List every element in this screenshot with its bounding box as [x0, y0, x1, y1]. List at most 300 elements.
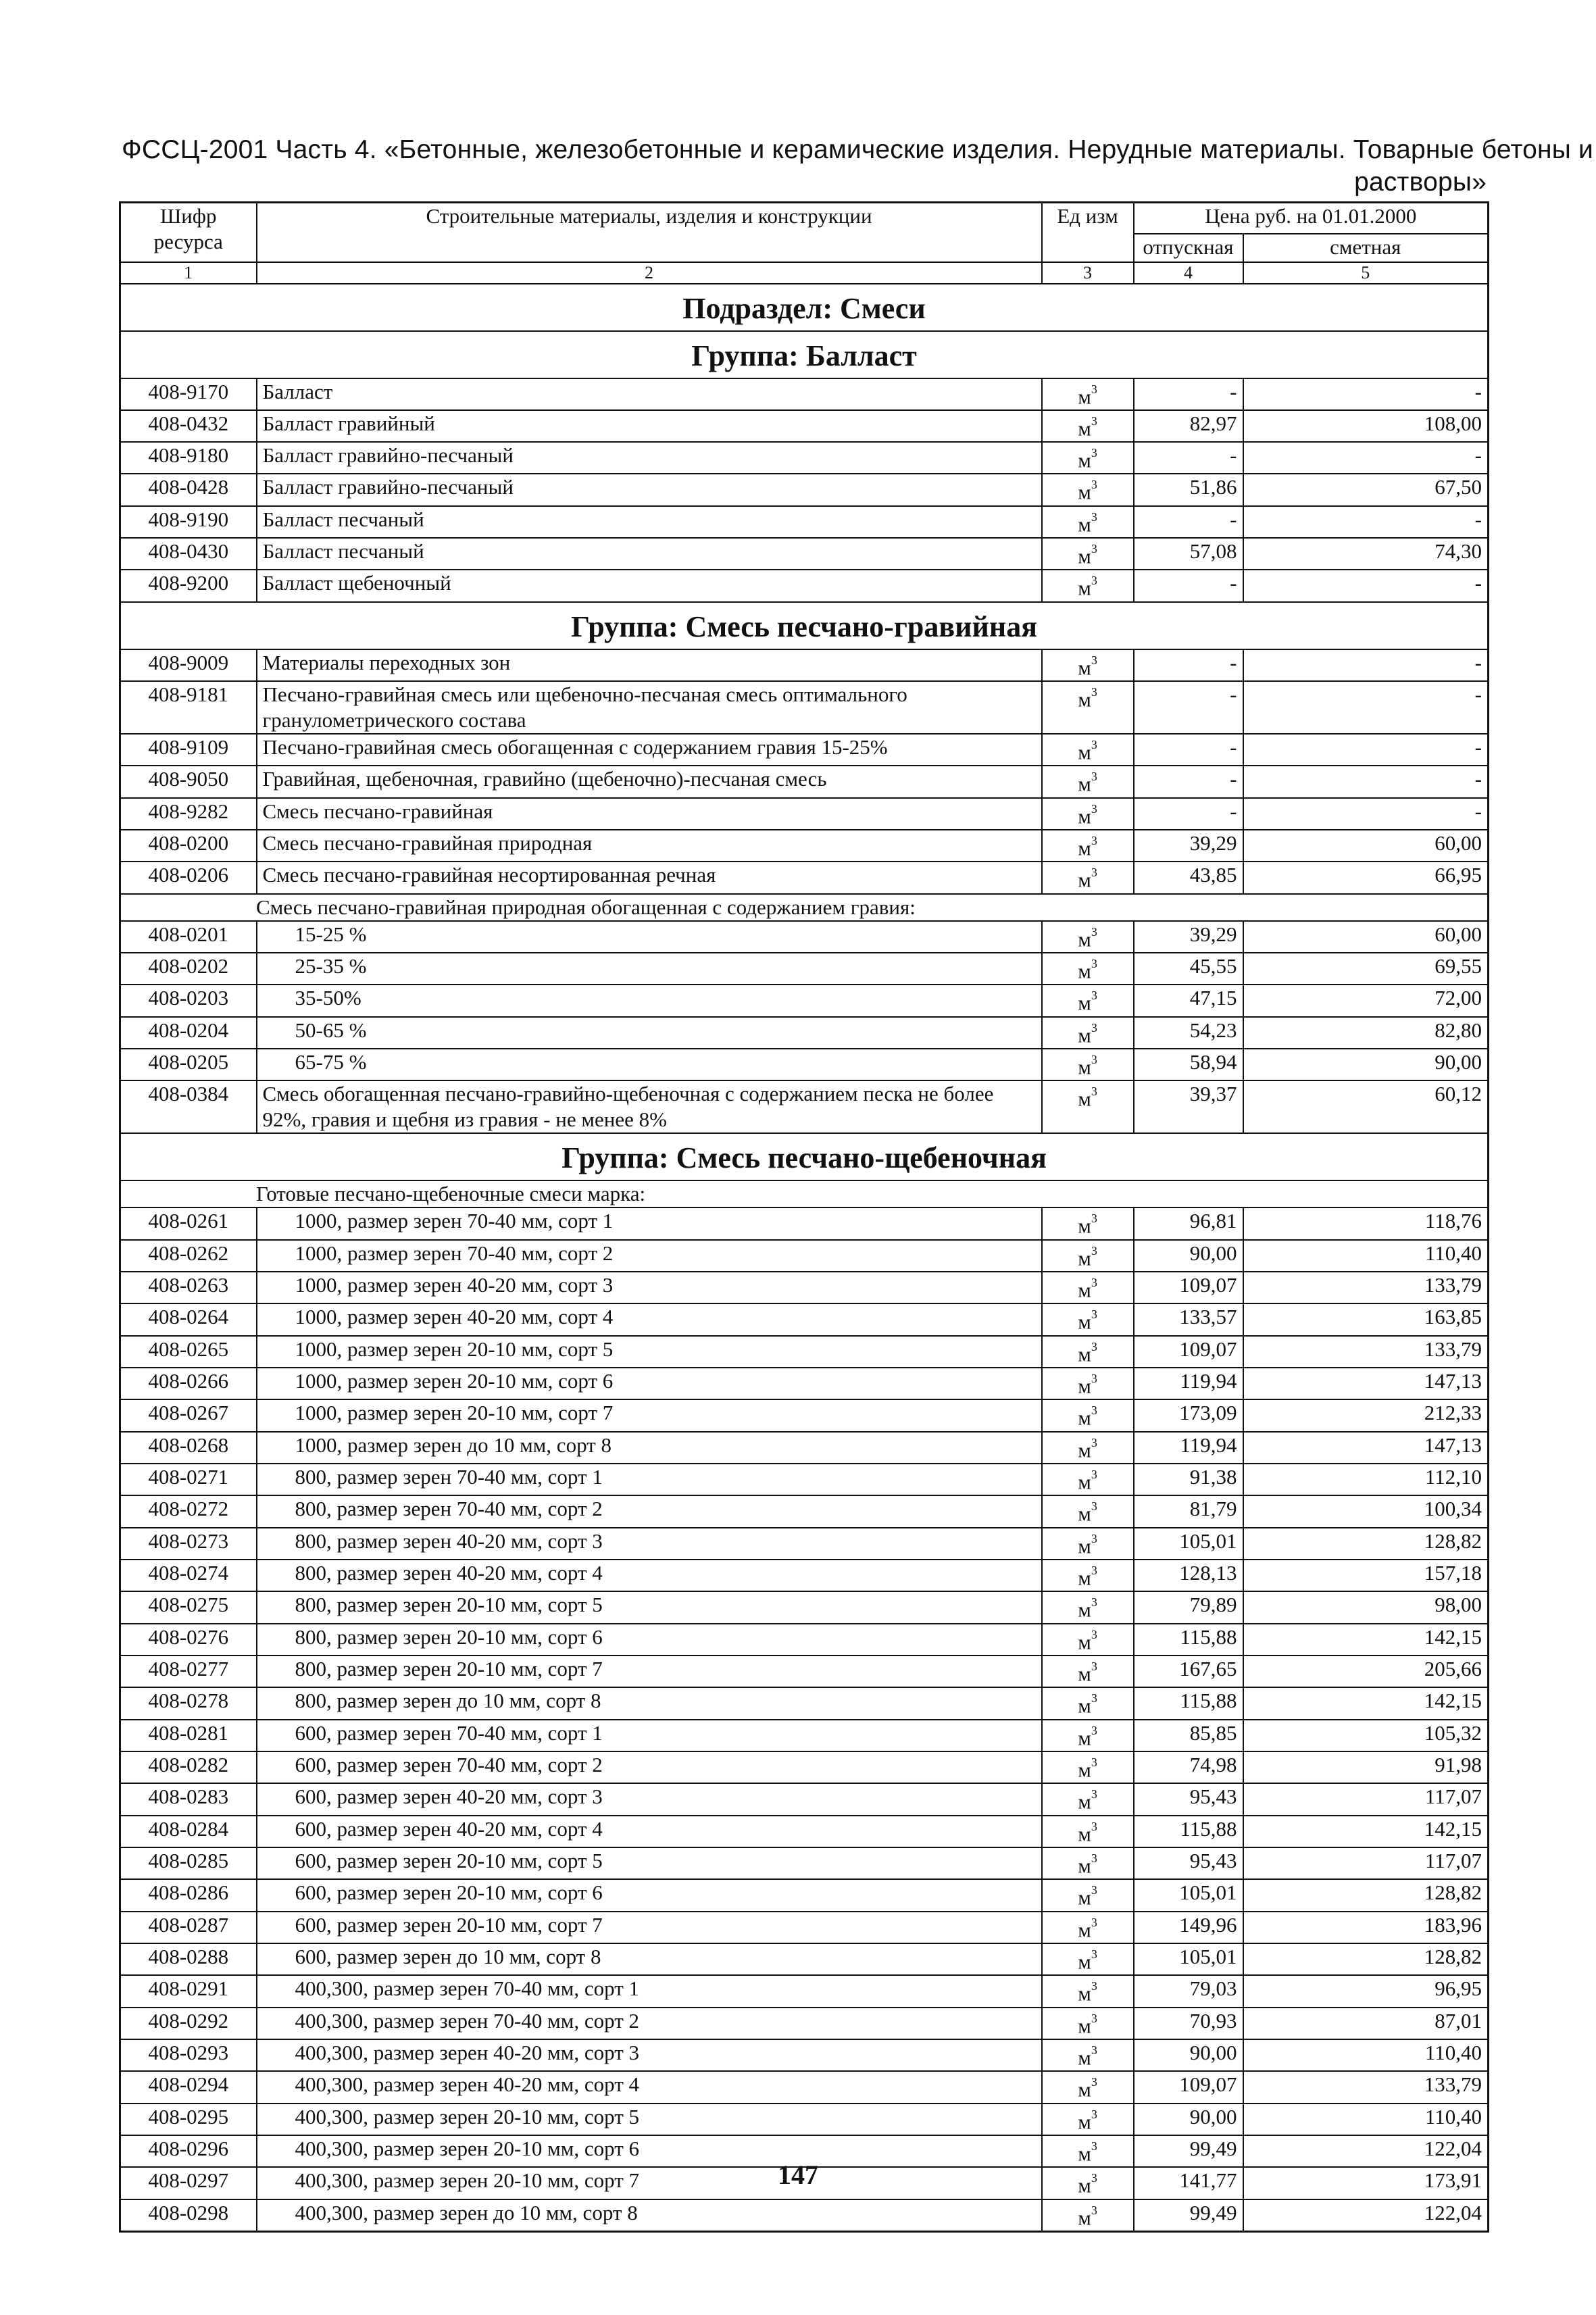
unit-base: м [1078, 1597, 1091, 1622]
unit-cell [1042, 953, 1134, 985]
unit-exponent: 3 [1091, 382, 1097, 396]
unit-exponent: 3 [1091, 1339, 1097, 1353]
unit-cell [1042, 766, 1134, 797]
resource-code: 408-0271 [120, 1464, 257, 1495]
table-row [120, 1656, 1489, 1687]
price-release: 47,15 [1134, 985, 1243, 1016]
price-estimate: 205,66 [1243, 1656, 1489, 1687]
price-estimate: 147,13 [1243, 1432, 1489, 1464]
material-name: 1000, размер зерен 40-20 мм, сорт 3 [257, 1272, 1042, 1303]
price-estimate: 91,98 [1243, 1751, 1489, 1783]
table-body [120, 284, 1489, 2232]
price-release: 51,86 [1134, 474, 1243, 505]
resource-code: 408-0286 [120, 1879, 257, 1911]
resource-code: 408-9109 [120, 734, 257, 766]
subgroup-caption: Готовые песчано-щебеночные смеси марка: [120, 1180, 1489, 1208]
table-row [120, 1975, 1489, 2007]
resource-code: 408-0206 [120, 862, 257, 893]
price-estimate: 133,79 [1243, 1272, 1489, 1303]
column-number: 3 [1042, 262, 1134, 284]
material-name: 800, размер зерен 20-10 мм, сорт 5 [257, 1591, 1042, 1623]
table-row [120, 766, 1489, 797]
group-heading-row [120, 331, 1489, 378]
unit-exponent: 3 [1091, 1499, 1097, 1514]
price-release: 57,08 [1134, 538, 1243, 570]
price-estimate: - [1243, 766, 1489, 797]
unit-base: м [1078, 2109, 1091, 2133]
unit-cell [1042, 1528, 1134, 1560]
unit-cell [1042, 1879, 1134, 1911]
resource-code: 408-9009 [120, 649, 257, 681]
table-row [120, 953, 1489, 985]
price-release: - [1134, 734, 1243, 766]
material-name: 400,300, размер зерен 40-20 мм, сорт 3 [257, 2039, 1042, 2071]
column-numbers-row [120, 262, 1489, 284]
unit-exponent: 3 [1091, 801, 1097, 816]
unit-cell [1042, 1399, 1134, 1431]
unit-cell [1042, 1624, 1134, 1656]
material-name: Балласт гравийно-песчаный [257, 474, 1042, 505]
table-row [120, 2039, 1489, 2071]
resource-code: 408-0277 [120, 1656, 257, 1687]
table-row [120, 2071, 1489, 2103]
material-name: 400,300, размер зерен 70-40 мм, сорт 2 [257, 2008, 1042, 2039]
table-row [120, 798, 1489, 830]
material-name: 800, размер зерен 20-10 мм, сорт 7 [257, 1656, 1042, 1687]
unit-exponent: 3 [1091, 1915, 1097, 1929]
resource-code: 408-0272 [120, 1495, 257, 1527]
price-release: 133,57 [1134, 1303, 1243, 1335]
table-row [120, 1368, 1489, 1399]
material-name: Смесь песчано-гравийная несортированная речная [257, 862, 1042, 893]
table-row [120, 1080, 1489, 1133]
resource-code: 408-0201 [120, 921, 257, 953]
resource-code: 408-0384 [120, 1080, 257, 1133]
material-name: 1000, размер зерен до 10 мм, сорт 8 [257, 1432, 1042, 1464]
price-estimate: - [1243, 734, 1489, 766]
unit-base: м [1078, 1662, 1091, 1686]
table-row [120, 1303, 1489, 1335]
material-name: 600, размер зерен 40-20 мм, сорт 3 [257, 1783, 1042, 1815]
unit-base: м [1078, 772, 1091, 796]
price-estimate: 128,82 [1243, 1528, 1489, 1560]
unit-cell [1042, 1017, 1134, 1049]
price-estimate: 142,15 [1243, 1624, 1489, 1656]
material-name: 35-50% [257, 985, 1042, 1016]
unit-exponent: 3 [1091, 478, 1097, 492]
unit-exponent: 3 [1091, 1243, 1097, 1258]
unit-cell [1042, 1816, 1134, 1847]
price-release: 90,00 [1134, 2039, 1243, 2071]
unit-cell [1042, 1783, 1134, 1815]
unit-exponent: 3 [1091, 509, 1097, 524]
unit-base: м [1078, 1246, 1091, 1270]
resource-code: 408-0297 [120, 2167, 257, 2199]
price-release: 81,79 [1134, 1495, 1243, 1527]
unit-cell [1042, 1943, 1134, 1975]
price-estimate: 72,00 [1243, 985, 1489, 1016]
price-release: 109,07 [1134, 2071, 1243, 2103]
unit-cell [1042, 1560, 1134, 1591]
unit-cell [1042, 1240, 1134, 1272]
header-name: Строительные материалы, изделия и конструкции [257, 203, 1042, 262]
unit-exponent: 3 [1091, 2171, 1097, 2185]
price-estimate: 133,79 [1243, 1336, 1489, 1368]
table-row [120, 474, 1489, 505]
resource-code: 408-0268 [120, 1432, 257, 1464]
unit-exponent: 3 [1091, 2043, 1097, 2057]
price-estimate: - [1243, 378, 1489, 410]
material-name: Балласт песчаный [257, 506, 1042, 538]
resource-code: 408-0428 [120, 474, 257, 505]
table-row [120, 1720, 1489, 1751]
unit-cell [1042, 1303, 1134, 1335]
unit-exponent: 3 [1091, 834, 1097, 848]
unit-base: м [1078, 480, 1091, 504]
material-name: 400,300, размер зерен 40-20 мм, сорт 4 [257, 2071, 1042, 2103]
unit-base: м [1078, 991, 1091, 1015]
price-estimate: 173,91 [1243, 2167, 1489, 2199]
resource-code: 408-0205 [120, 1049, 257, 1080]
unit-exponent: 3 [1091, 957, 1097, 971]
resource-code: 408-0293 [120, 2039, 257, 2071]
price-release: - [1134, 681, 1243, 734]
unit-base: м [1078, 544, 1091, 568]
unit-base: м [1078, 1023, 1091, 1047]
header-price-group: Цена руб. на 01.01.2000 [1134, 203, 1489, 234]
material-name: Песчано-гравийная смесь обогащенная с содержанием гравия 15-25% [257, 734, 1042, 766]
price-release: 95,43 [1134, 1783, 1243, 1815]
resource-code: 408-0296 [120, 2135, 257, 2167]
material-name: 1000, размер зерен 70-40 мм, сорт 2 [257, 1240, 1042, 1272]
resource-code: 408-0264 [120, 1303, 257, 1335]
price-estimate: 128,82 [1243, 1943, 1489, 1975]
price-estimate: 60,00 [1243, 830, 1489, 862]
price-estimate: 118,76 [1243, 1208, 1489, 1239]
material-name: 400,300, размер зерен 20-10 мм, сорт 5 [257, 2104, 1042, 2135]
unit-cell [1042, 1847, 1134, 1879]
price-release: 105,01 [1134, 1528, 1243, 1560]
material-name: 65-75 % [257, 1049, 1042, 1080]
resource-code: 408-0274 [120, 1560, 257, 1591]
unit-base: м [1078, 836, 1091, 860]
price-estimate: 110,40 [1243, 1240, 1489, 1272]
price-release: 99,49 [1134, 2199, 1243, 2232]
price-release: 99,49 [1134, 2135, 1243, 2167]
unit-exponent: 3 [1091, 989, 1097, 1003]
price-release: - [1134, 649, 1243, 681]
material-name: 800, размер зерен 40-20 мм, сорт 4 [257, 1560, 1042, 1591]
subgroup-caption: Смесь песчано-гравийная природная обогащенная с содержанием гравия: [120, 894, 1489, 921]
unit-exponent: 3 [1091, 1660, 1097, 1673]
unit-base: м [1078, 655, 1091, 680]
price-estimate: 117,07 [1243, 1847, 1489, 1879]
material-name: 600, размер зерен до 10 мм, сорт 8 [257, 1943, 1042, 1975]
price-estimate: 74,30 [1243, 538, 1489, 570]
table-row [120, 985, 1489, 1016]
unit-exponent: 3 [1091, 1276, 1097, 1290]
price-estimate: 112,10 [1243, 1464, 1489, 1495]
unit-cell [1042, 1272, 1134, 1303]
resource-code: 408-9181 [120, 681, 257, 734]
resource-code: 408-0200 [120, 830, 257, 862]
resource-code: 408-0278 [120, 1687, 257, 1719]
table-row [120, 1049, 1489, 1080]
resource-code: 408-0288 [120, 1943, 257, 1975]
group-heading: Подраздел: Смеси [120, 284, 1489, 331]
material-name: Балласт щебеночный [257, 570, 1042, 601]
price-estimate: 128,82 [1243, 1879, 1489, 1911]
table-row [120, 1783, 1489, 1815]
resource-code: 408-0284 [120, 1816, 257, 1847]
unit-cell [1042, 442, 1134, 474]
unit-base: м [1078, 1534, 1091, 1558]
price-release: 115,88 [1134, 1687, 1243, 1719]
unit-cell [1042, 2008, 1134, 2039]
price-estimate: 105,32 [1243, 1720, 1489, 1751]
price-estimate: - [1243, 506, 1489, 538]
unit-exponent: 3 [1091, 1020, 1097, 1035]
material-name: 1000, размер зерен 20-10 мм, сорт 6 [257, 1368, 1042, 1399]
price-release: 79,89 [1134, 1591, 1243, 1623]
material-name: 400,300, размер зерен 70-40 мм, сорт 1 [257, 1975, 1042, 2007]
unit-base: м [1078, 1693, 1091, 1718]
unit-base: м [1078, 868, 1091, 892]
unit-cell [1042, 1656, 1134, 1687]
unit-base: м [1078, 1566, 1091, 1590]
unit-base: м [1078, 1501, 1091, 1526]
price-release: 74,98 [1134, 1751, 1243, 1783]
table-row [120, 442, 1489, 474]
material-name: 800, размер зерен 40-20 мм, сорт 3 [257, 1528, 1042, 1560]
table-row [120, 1528, 1489, 1560]
price-release: 54,23 [1134, 1017, 1243, 1049]
price-estimate: 96,95 [1243, 1975, 1489, 2007]
unit-base: м [1078, 1949, 1091, 1974]
unit-cell [1042, 921, 1134, 953]
table-row [120, 1399, 1489, 1431]
price-release: - [1134, 506, 1243, 538]
resource-code: 408-9190 [120, 506, 257, 538]
price-release: 167,65 [1134, 1656, 1243, 1687]
unit-exponent: 3 [1091, 1979, 1097, 1993]
resource-code: 408-9170 [120, 378, 257, 410]
price-release: 79,03 [1134, 1975, 1243, 2007]
unit-cell [1042, 734, 1134, 766]
price-estimate: - [1243, 649, 1489, 681]
unit-exponent: 3 [1091, 1819, 1097, 1833]
table-row [120, 734, 1489, 766]
price-release: - [1134, 766, 1243, 797]
unit-exponent: 3 [1091, 1468, 1097, 1482]
material-name: 800, размер зерен до 10 мм, сорт 8 [257, 1687, 1042, 1719]
unit-base: м [1078, 1310, 1091, 1334]
material-name: 800, размер зерен 20-10 мм, сорт 6 [257, 1624, 1042, 1656]
unit-base: м [1078, 2045, 1091, 2070]
unit-cell [1042, 474, 1134, 505]
material-name: 1000, размер зерен 20-10 мм, сорт 7 [257, 1399, 1042, 1431]
material-name: 15-25 % [257, 921, 1042, 953]
material-name: 600, размер зерен 20-10 мм, сорт 7 [257, 1912, 1042, 1943]
unit-exponent: 3 [1091, 653, 1097, 667]
table-row [120, 1495, 1489, 1527]
unit-base: м [1078, 416, 1091, 441]
unit-cell [1042, 2071, 1134, 2103]
material-name: 800, размер зерен 70-40 мм, сорт 2 [257, 1495, 1042, 1527]
resource-code: 408-0202 [120, 953, 257, 985]
header-code: Шифр ресурса [120, 203, 257, 262]
table-row [120, 2008, 1489, 2039]
table-row [120, 1943, 1489, 1975]
unit-exponent: 3 [1091, 1787, 1097, 1801]
unit-exponent: 3 [1091, 2139, 1097, 2153]
table-row [120, 1464, 1489, 1495]
table-row [120, 862, 1489, 893]
unit-cell [1042, 798, 1134, 830]
material-name: 800, размер зерен 70-40 мм, сорт 1 [257, 1464, 1042, 1495]
table-row [120, 1272, 1489, 1303]
resource-code: 408-0265 [120, 1336, 257, 1368]
group-heading-row [120, 1133, 1489, 1180]
group-heading: Группа: Смесь песчано-щебеночная [120, 1133, 1489, 1180]
unit-exponent: 3 [1091, 542, 1097, 556]
table-row [120, 1208, 1489, 1239]
price-release: 82,97 [1134, 410, 1243, 442]
unit-cell [1042, 1080, 1134, 1133]
table-row [120, 1687, 1489, 1719]
resource-code: 408-0430 [120, 538, 257, 570]
price-release: 90,00 [1134, 2104, 1243, 2135]
unit-exponent: 3 [1091, 1755, 1097, 1769]
column-number: 1 [120, 262, 257, 284]
table-row [120, 1560, 1489, 1591]
price-release: 85,85 [1134, 1720, 1243, 1751]
price-estimate: - [1243, 442, 1489, 474]
unit-exponent: 3 [1091, 685, 1097, 699]
price-release: - [1134, 570, 1243, 601]
unit-base: м [1078, 1758, 1091, 1782]
table-row [120, 681, 1489, 734]
price-release: 141,77 [1134, 2167, 1243, 2199]
table-row [120, 1816, 1489, 1847]
price-estimate: 133,79 [1243, 2071, 1489, 2103]
material-name: Балласт гравийный [257, 410, 1042, 442]
resource-code: 408-0282 [120, 1751, 257, 1783]
resource-code: 408-0273 [120, 1528, 257, 1560]
unit-base: м [1078, 1789, 1091, 1814]
unit-cell [1042, 830, 1134, 862]
group-heading: Группа: Смесь песчано-гравийная [120, 602, 1489, 649]
resource-code: 408-0275 [120, 1591, 257, 1623]
table-row [120, 1336, 1489, 1368]
unit-exponent: 3 [1091, 1595, 1097, 1610]
unit-exponent: 3 [1091, 2203, 1097, 2217]
table-row [120, 1432, 1489, 1464]
material-name: Смесь песчано-гравийная природная [257, 830, 1042, 862]
unit-exponent: 3 [1091, 924, 1097, 939]
unit-base: м [1078, 1630, 1091, 1653]
unit-exponent: 3 [1091, 1627, 1097, 1641]
resource-code: 408-9282 [120, 798, 257, 830]
unit-exponent: 3 [1091, 738, 1097, 752]
table-row [120, 2199, 1489, 2232]
price-release: - [1134, 378, 1243, 410]
resource-code: 408-0281 [120, 1720, 257, 1751]
unit-cell [1042, 2039, 1134, 2071]
document-title-line-1: ФССЦ-2001 Часть 4. «Бетонные, железобетонные и керамические изделия. Нерудные материалы. Товарные бетоны и [122, 135, 1594, 164]
unit-base: м [1078, 740, 1091, 764]
unit-cell [1042, 1464, 1134, 1495]
unit-base: м [1078, 1405, 1091, 1430]
group-heading: Группа: Балласт [120, 331, 1489, 378]
price-estimate: 67,50 [1243, 474, 1489, 505]
table-row [120, 921, 1489, 953]
material-name: Смесь песчано-гравийная [257, 798, 1042, 830]
unit-exponent: 3 [1091, 1212, 1097, 1226]
unit-exponent: 3 [1091, 1564, 1097, 1578]
unit-exponent: 3 [1091, 770, 1097, 784]
price-table [119, 201, 1489, 2233]
material-name: 600, размер зерен 40-20 мм, сорт 4 [257, 1816, 1042, 1847]
resource-code: 408-0295 [120, 2104, 257, 2135]
unit-cell [1042, 378, 1134, 410]
material-name: 400,300, размер зерен 20-10 мм, сорт 7 [257, 2167, 1042, 2199]
price-estimate: 142,15 [1243, 1816, 1489, 1847]
material-name: Гравийная, щебеночная, гравийно (щебеночно)-песчаная смесь [257, 766, 1042, 797]
unit-base: м [1078, 2141, 1091, 2166]
price-release: 70,93 [1134, 2008, 1243, 2039]
table-row [120, 649, 1489, 681]
price-estimate: 183,96 [1243, 1912, 1489, 1943]
unit-exponent: 3 [1091, 574, 1097, 588]
unit-cell [1042, 1720, 1134, 1751]
column-number: 4 [1134, 262, 1243, 284]
price-estimate: - [1243, 570, 1489, 601]
price-estimate: 82,80 [1243, 1017, 1489, 1049]
unit-base: м [1078, 1374, 1091, 1398]
price-release: 90,00 [1134, 1240, 1243, 1272]
resource-code: 408-0266 [120, 1368, 257, 1399]
subgroup-caption-row [120, 894, 1489, 921]
unit-cell [1042, 410, 1134, 442]
price-release: - [1134, 442, 1243, 474]
table-row [120, 1879, 1489, 1911]
material-name: 50-65 % [257, 1017, 1042, 1049]
price-estimate: 108,00 [1243, 410, 1489, 442]
unit-exponent: 3 [1091, 1531, 1097, 1545]
unit-base: м [1078, 2173, 1091, 2197]
material-name: 25-35 % [257, 953, 1042, 985]
material-name: Балласт песчаный [257, 538, 1042, 570]
price-release: 128,13 [1134, 1560, 1243, 1591]
price-estimate: 66,95 [1243, 862, 1489, 893]
resource-code: 408-0261 [120, 1208, 257, 1239]
resource-code: 408-0267 [120, 1399, 257, 1431]
unit-cell [1042, 1368, 1134, 1399]
price-release: 43,85 [1134, 862, 1243, 893]
resource-code: 408-0294 [120, 2071, 257, 2103]
column-number: 2 [257, 262, 1042, 284]
resource-code: 408-0204 [120, 1017, 257, 1049]
unit-cell [1042, 1336, 1134, 1368]
unit-cell [1042, 1975, 1134, 2007]
material-name: 1000, размер зерен 70-40 мм, сорт 1 [257, 1208, 1042, 1239]
material-name: Материалы переходных зон [257, 649, 1042, 681]
price-estimate: 87,01 [1243, 2008, 1489, 2039]
unit-base: м [1078, 1087, 1091, 1111]
table-row [120, 1017, 1489, 1049]
table-row [120, 1847, 1489, 1879]
